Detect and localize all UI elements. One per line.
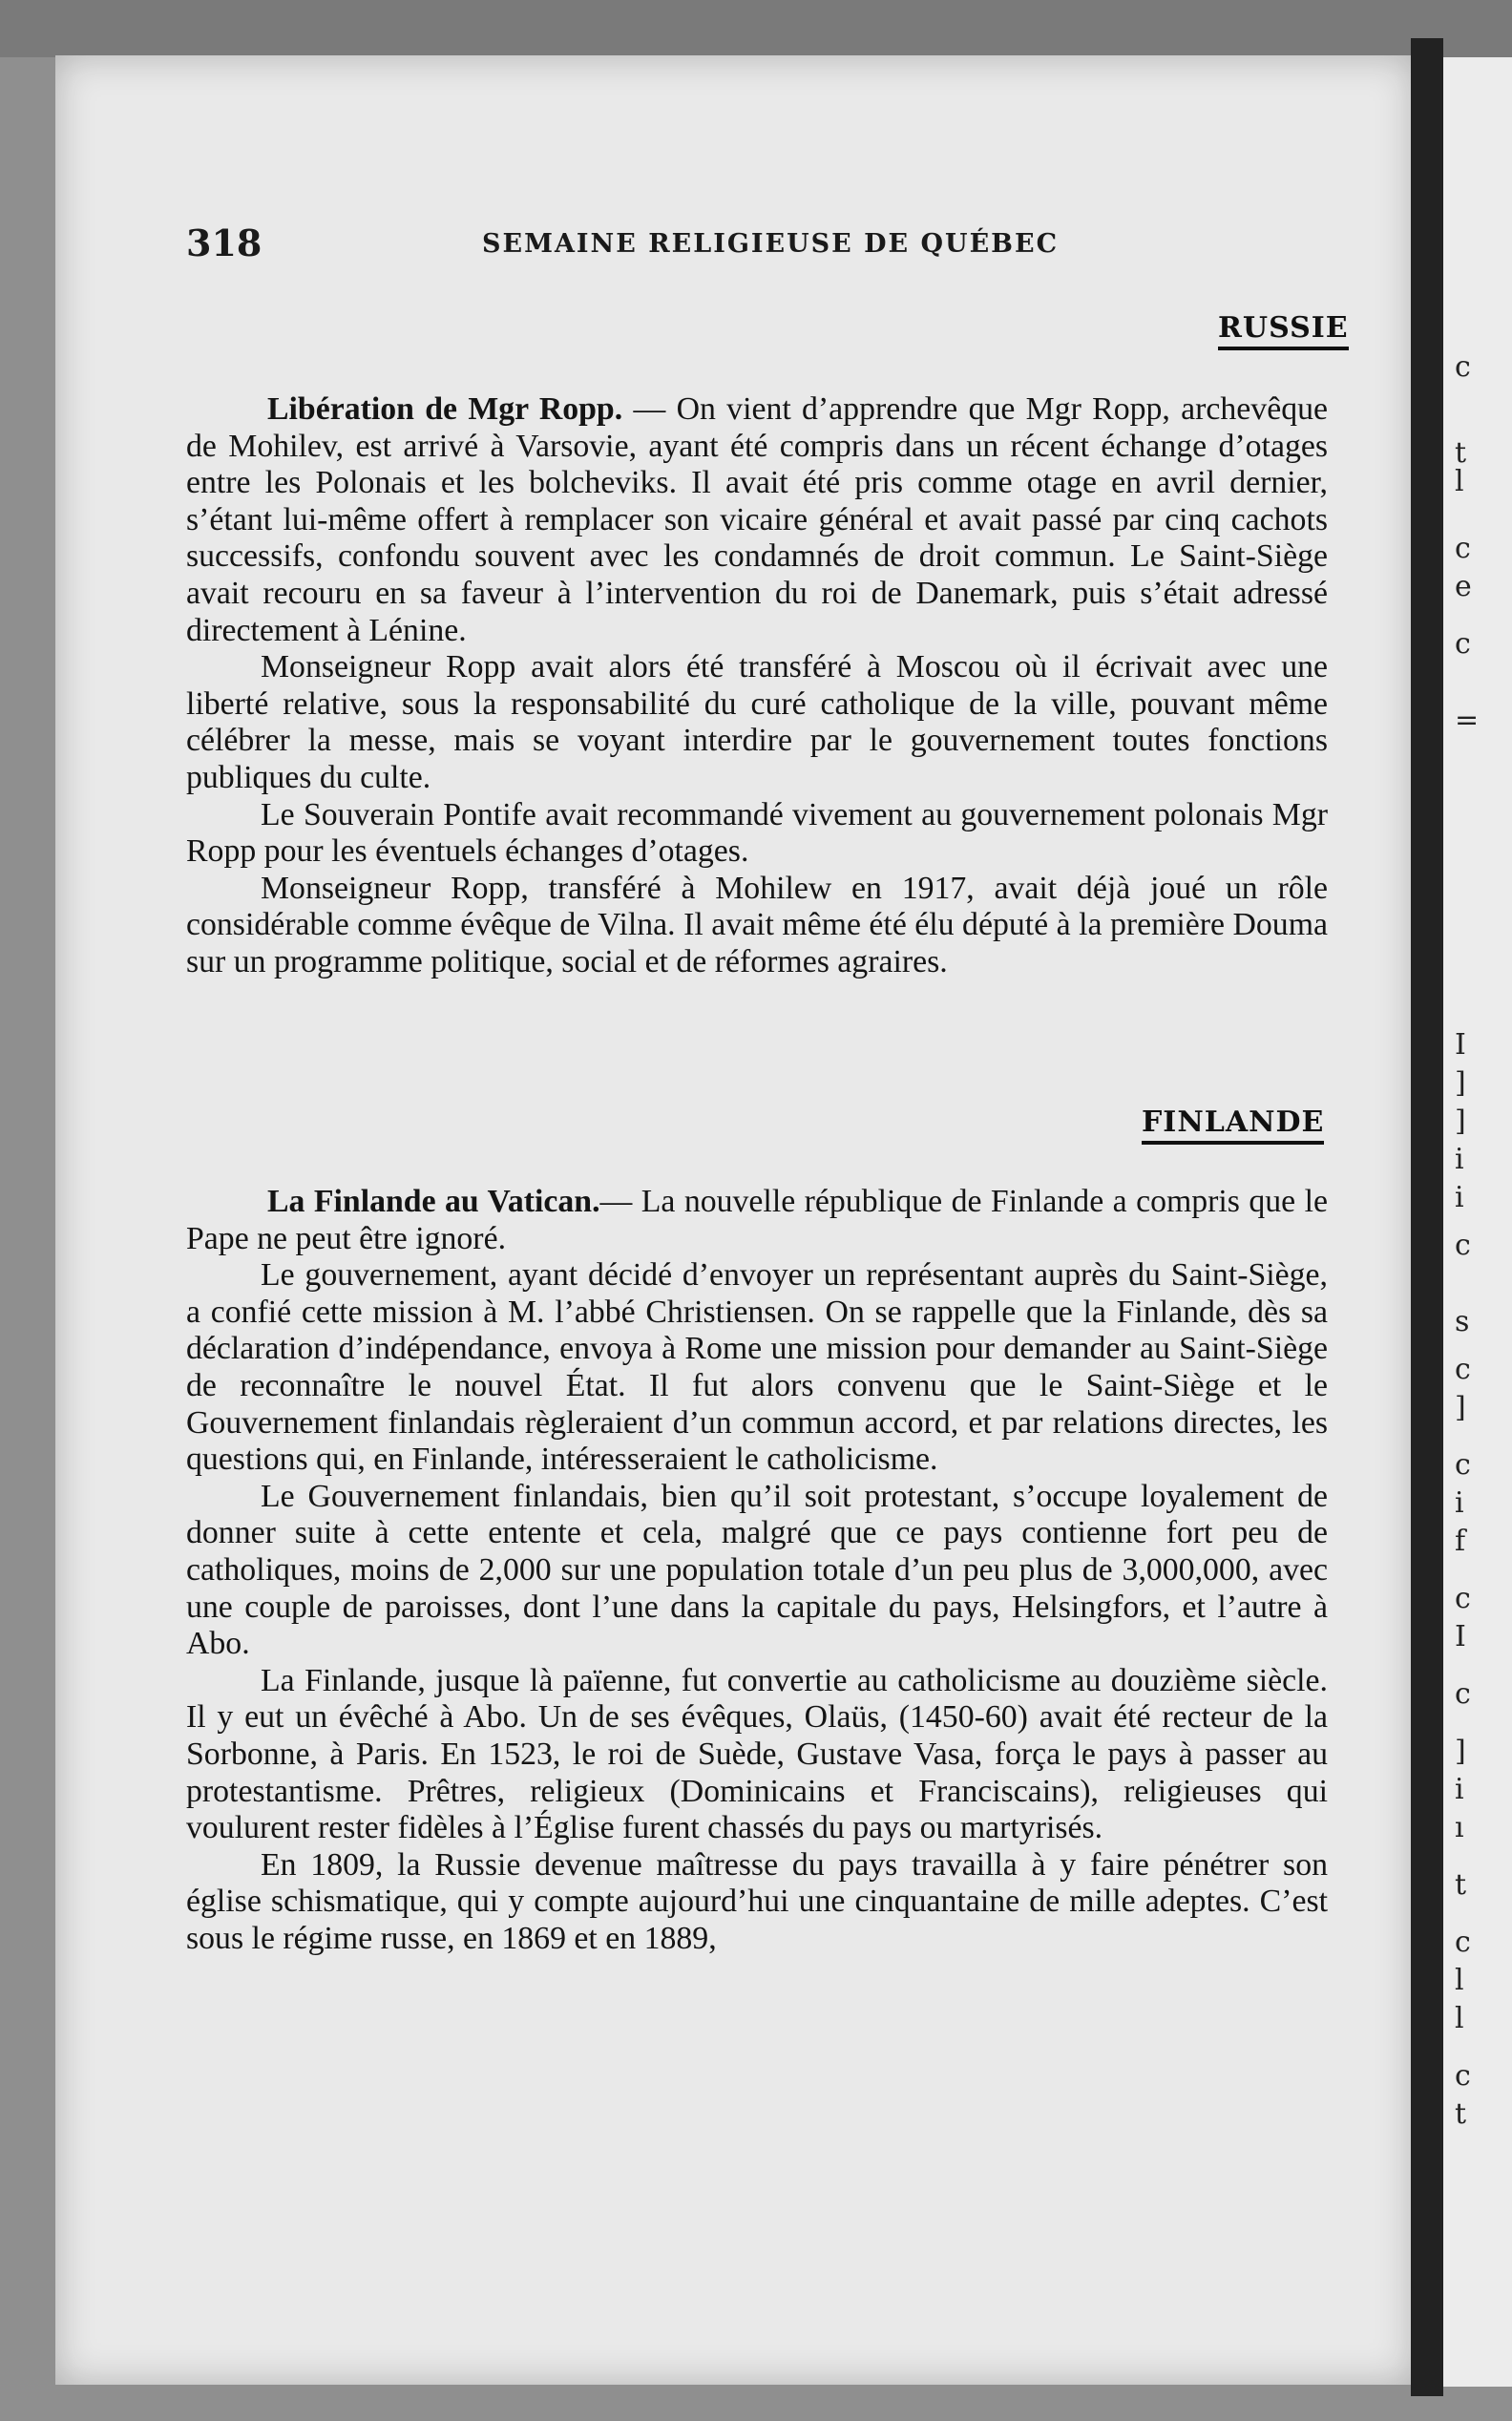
adjacent-page-char: c — [1455, 627, 1471, 661]
adjacent-page-char: I — [1455, 1028, 1466, 1062]
adjacent-page-char: c — [1455, 1353, 1471, 1386]
adjacent-page-char: e — [1455, 570, 1472, 603]
adjacent-page-char: ] — [1455, 1735, 1466, 1768]
page-number: 318 — [186, 221, 262, 264]
section-body-russie — [186, 391, 1328, 981]
adjacent-page-char: I — [1455, 1620, 1466, 1653]
section-heading-finlande: FINLANDE — [1142, 1105, 1324, 1145]
adjacent-page-char: i — [1455, 1181, 1464, 1214]
paragraph — [186, 1184, 1328, 1257]
adjacent-page-char: i — [1455, 1143, 1464, 1176]
adjacent-page-char: c — [1455, 1448, 1471, 1482]
adjacent-page-char: t — [1455, 1868, 1467, 1902]
adjacent-page-char: ] — [1455, 1391, 1466, 1424]
paragraph: Monseigneur Ropp, transféré à Mohilew en 1917, avait déjà joué un rôle considérable comme évêque de Vilna. Il avait même été élu député à la première Douma sur un programme politique, social et de réformes agraires. — [186, 870, 1328, 979]
section-body-finlande — [186, 1184, 1328, 1957]
adjacent-page-char: ] — [1455, 1105, 1466, 1138]
book-gutter — [1411, 38, 1443, 2396]
paragraph: Le gouvernement, ayant décidé d’envoyer un représentant auprès du Saint-Siège, a confié cette mission à M. l’abbé Christiensen. On se rappelle que la Finlande, dès sa déclaration d’indépendance, envoya à Rome une mission pour demander au Saint-Siège de reconnaître le nouvel État. Il fut alors convenu que le Saint-Siège et le Gouvernement finlandais règleraient d’un commun accord, et par relations directes, les questions qui, en Finlande, intéresseraient le catholicisme. — [186, 1257, 1328, 1478]
adjacent-page-char: c — [1455, 532, 1471, 565]
adjacent-page-char: c — [1455, 1582, 1471, 1615]
paragraph: La Finlande, jusque là païenne, fut convertie au catholicisme au douzième siècle. Il y eut un évêché à Abo. Un de ses évêques, Olaüs, (1450-60) avait été recteur de la Sorbonne, à Paris. En 1523, le roi de Suède, Gustave Vasa, força le pays à passer au protestantisme. Prêtres, religieux (Dominicains et Franciscains), religieuses qui voulurent rester fidèles à l’Église furent chassés du pays ou martyrisés. — [186, 1662, 1328, 1846]
adjacent-page-char: c — [1455, 1926, 1471, 1959]
adjacent-page-char: l — [1455, 465, 1464, 498]
paragraph-text: — On vient d’apprendre que Mgr Ropp, archevêque de Mohilev, est arrivé à Varsovie, ayant été compris dans un récent échange d’otages entre les Polonais et les bolcheviks. Il avait été pris comme otage en avril dernier, s’étant lui-même offert à remplacer son vicaire général et avait passé par cinq cachots successifs, confondu souvent avec les condamnés de droit commun. Le Saint-Siège avait recouru en sa faveur à l’intervention du roi de Danemark, puis s’était adressé directement à Lénine. — [186, 391, 1328, 648]
paragraph: Monseigneur Ropp avait alors été transféré à Moscou où il écrivait avec une liberté relative, sous la responsabilité du curé catholique de la ville, pouvant même célébrer la messe, mais se voyant interdire par le gouvernement toutes fonctions publiques du culte. — [186, 649, 1328, 795]
page-header — [186, 221, 1332, 269]
running-title: SEMAINE RELIGIEUSE DE QUÉBEC — [482, 229, 1060, 259]
adjacent-page-char: i — [1455, 1773, 1464, 1806]
adjacent-page-char: c — [1455, 2059, 1471, 2093]
adjacent-page-char: l — [1455, 2002, 1464, 2035]
adjacent-page-char: c — [1455, 1677, 1471, 1711]
adjacent-page-edge — [1443, 57, 1512, 2387]
adjacent-page-char: t — [1455, 436, 1467, 470]
adjacent-page-char: i — [1455, 1486, 1464, 1520]
adjacent-page-char: ı — [1455, 1811, 1464, 1844]
adjacent-page-char: s — [1455, 1305, 1470, 1338]
adjacent-page-char: l — [1455, 1964, 1464, 1997]
adjacent-page-char: ] — [1455, 1066, 1466, 1100]
paragraph-text: — La nouvelle république de Finlande a compris que le Pape ne peut être ignoré. — [186, 1184, 1328, 1256]
paragraph-lead: Libération de Mgr Ropp. — [267, 391, 623, 427]
adjacent-page-char: t — [1455, 2097, 1467, 2131]
paragraph: En 1809, la Russie devenue maîtresse du pays travailla à y faire pénétrer son église schismatique, qui y compte aujourd’hui une cinquantaine de mille adeptes. C’est sous le régime russe, en 1869 et en 1889, — [186, 1846, 1328, 1956]
paragraph-lead: La Finlande au Vatican. — [267, 1184, 600, 1219]
adjacent-page-char: = — [1455, 704, 1480, 737]
paragraph: Le Gouvernement finlandais, bien qu’il soit protestant, s’occupe loyalement de donner suite à cette entente et cela, malgré que ce pays contienne fort peu de catholiques, moins de 2,000 sur une population totale d’un peu plus de 3,000,000, avec une couple de paroisses, dont l’une dans la capitale du pays, Helsingfors, et l’autre à Abo. — [186, 1478, 1328, 1662]
paragraph — [186, 391, 1328, 649]
adjacent-page-char: c — [1455, 1229, 1471, 1262]
paragraph: Le Souverain Pontife avait recommandé vivement au gouvernement polonais Mgr Ropp pour les éventuels échanges d’otages. — [186, 796, 1328, 870]
section-heading-russie: RUSSIE — [1218, 311, 1349, 350]
scan-background — [0, 0, 1512, 57]
adjacent-page-char: c — [1455, 350, 1471, 384]
adjacent-page-char: f — [1455, 1525, 1466, 1558]
